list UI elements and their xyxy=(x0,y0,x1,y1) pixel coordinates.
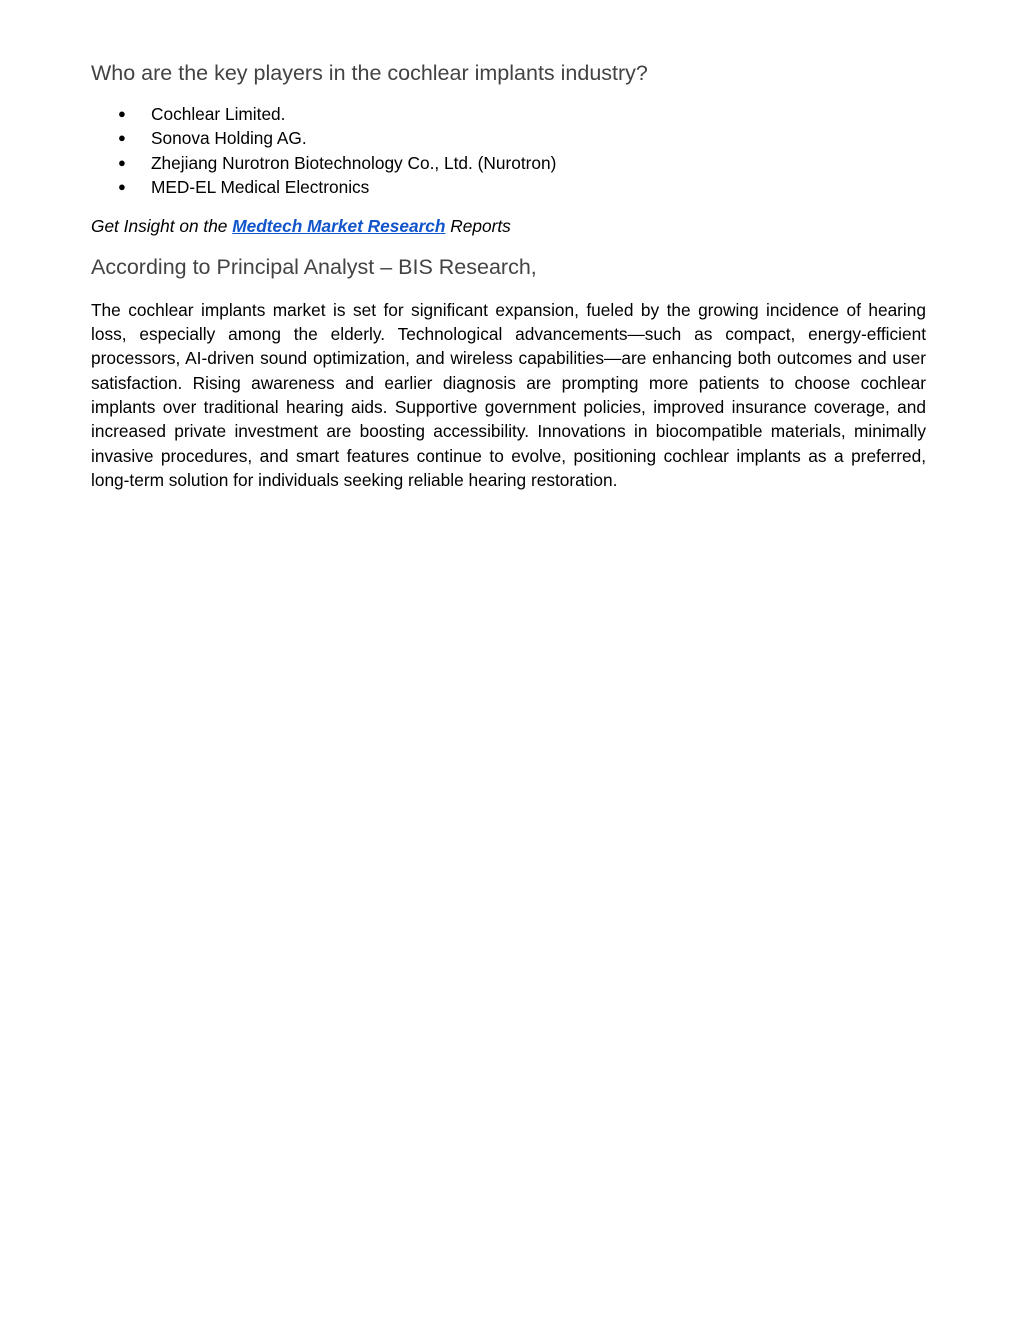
player-name: Zhejiang Nurotron Biotechnology Co., Ltd. (Nurotron) xyxy=(151,152,557,173)
insight-prefix: Get Insight on the xyxy=(91,215,233,236)
document-content xyxy=(91,58,926,492)
list-item xyxy=(91,175,926,199)
bullet-icon: ● xyxy=(118,130,126,146)
insight-line xyxy=(91,214,926,238)
insight-suffix: Reports xyxy=(445,215,511,236)
bullet-icon: ● xyxy=(118,179,126,195)
analyst-heading: According to Principal Analyst – BIS Research, xyxy=(91,254,537,279)
player-name: MED-EL Medical Electronics xyxy=(151,177,370,198)
list-item xyxy=(91,126,926,150)
list-item xyxy=(91,151,926,175)
medtech-research-link[interactable]: Medtech Market Research xyxy=(232,215,446,236)
bullet-icon: ● xyxy=(118,106,126,121)
list-item xyxy=(91,102,926,126)
bullet-icon: ● xyxy=(118,154,126,170)
key-players-heading: Who are the key players in the cochlear implants industry? xyxy=(91,61,648,85)
analyst-paragraph: The cochlear implants market is set for significant expansion, fueled by the growing incidence of hearing loss, especially among the elderly. Technological advancements—such as compact, energy-efficient processors, AI-driven sound optimization, and wireless capabilities—are enhancing both outcomes and user satisfaction. Rising awareness and earlier diagnosis are prompting more patients to choose cochlear implants over traditional hearing aids. Supportive government policies, improved insurance coverage, and increased private investment are boosting accessibility. Innovations in biocompatible materials, minimally invasive procedures, and smart features continue to evolve, positioning cochlear implants as a preferred, long-term solution for individuals seeking reliable hearing restoration. xyxy=(91,299,926,491)
player-name: Cochlear Limited. xyxy=(151,104,286,124)
key-players-list xyxy=(91,102,926,200)
player-name: Sonova Holding AG. xyxy=(151,128,307,149)
